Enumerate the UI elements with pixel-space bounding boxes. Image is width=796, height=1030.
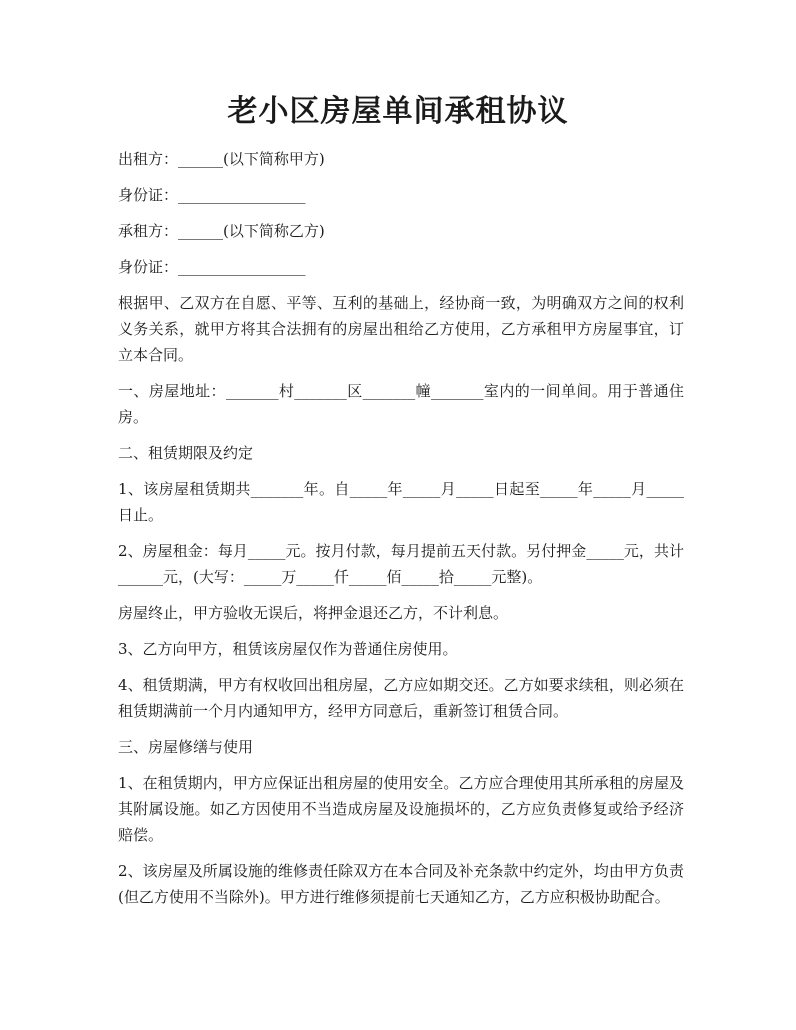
document-body [118, 146, 684, 920]
paragraph-repair-safety: 1、在租赁期内，甲方应保证出租房屋的使用安全。乙方应合理使用其所承租的房屋及其附属设施。如乙方因使用不当造成房屋及设施损坏的，乙方应负责修复或给予经济赔偿。 [118, 774, 684, 844]
paragraph-lessee-id: 身份证：_________________ [118, 258, 306, 276]
paragraph-preamble: 根据甲、乙双方在自愿、平等、互利的基础上，经协商一致，为明确双方之间的权利义务关系，就甲方将其合法拥有的房屋出租给乙方使用，乙方承租甲方房屋事宜，订立本合同。 [118, 294, 684, 364]
paragraph-rent: 2、房屋租金：每月_____元。按月付款，每月提前五天付款。另付押金_____元，共计______元，(大写：_____万_____仟_____佰_____拾_____元整)。 [118, 542, 684, 586]
document-title: 老小区房屋单间承租协议 [227, 94, 569, 129]
paragraph-house-address: 一、房屋地址：_______村_______区_______幢_______室内的一间单间。用于普通住房。 [118, 382, 684, 426]
paragraph-lessee: 承租方：______(以下简称乙方) [118, 222, 325, 240]
paragraph-deposit-return: 房屋终止，甲方验收无误后，将押金退还乙方，不计利息。 [118, 604, 509, 622]
paragraph-repair-responsibility: 2、该房屋及所属设施的维修责任除双方在本合同及补充条款中约定外，均由甲方负责(但乙方使用不当除外)。甲方进行维修须提前七天通知乙方，乙方应积极协助配合。 [118, 862, 684, 906]
section-heading-repair: 三、房屋修缮与使用 [118, 738, 254, 756]
paragraph-lessor-id: 身份证：_________________ [118, 186, 306, 204]
paragraph-usage: 3、乙方向甲方，租赁该房屋仅作为普通住房使用。 [118, 640, 458, 658]
paragraph-lease-period: 1、该房屋租赁期共_______年。自_____年_____月_____日起至_____年_____月_____日止。 [118, 480, 684, 524]
paragraph-lease-expiry: 4、租赁期满，甲方有权收回出租房屋，乙方应如期交还。乙方如要求续租，则必须在租赁期满前一个月内通知甲方，经甲方同意后，重新签订租赁合同。 [118, 676, 684, 720]
section-heading-lease-term: 二、租赁期限及约定 [118, 444, 254, 462]
paragraph-lessor: 出租方：______(以下简称甲方) [118, 150, 325, 168]
